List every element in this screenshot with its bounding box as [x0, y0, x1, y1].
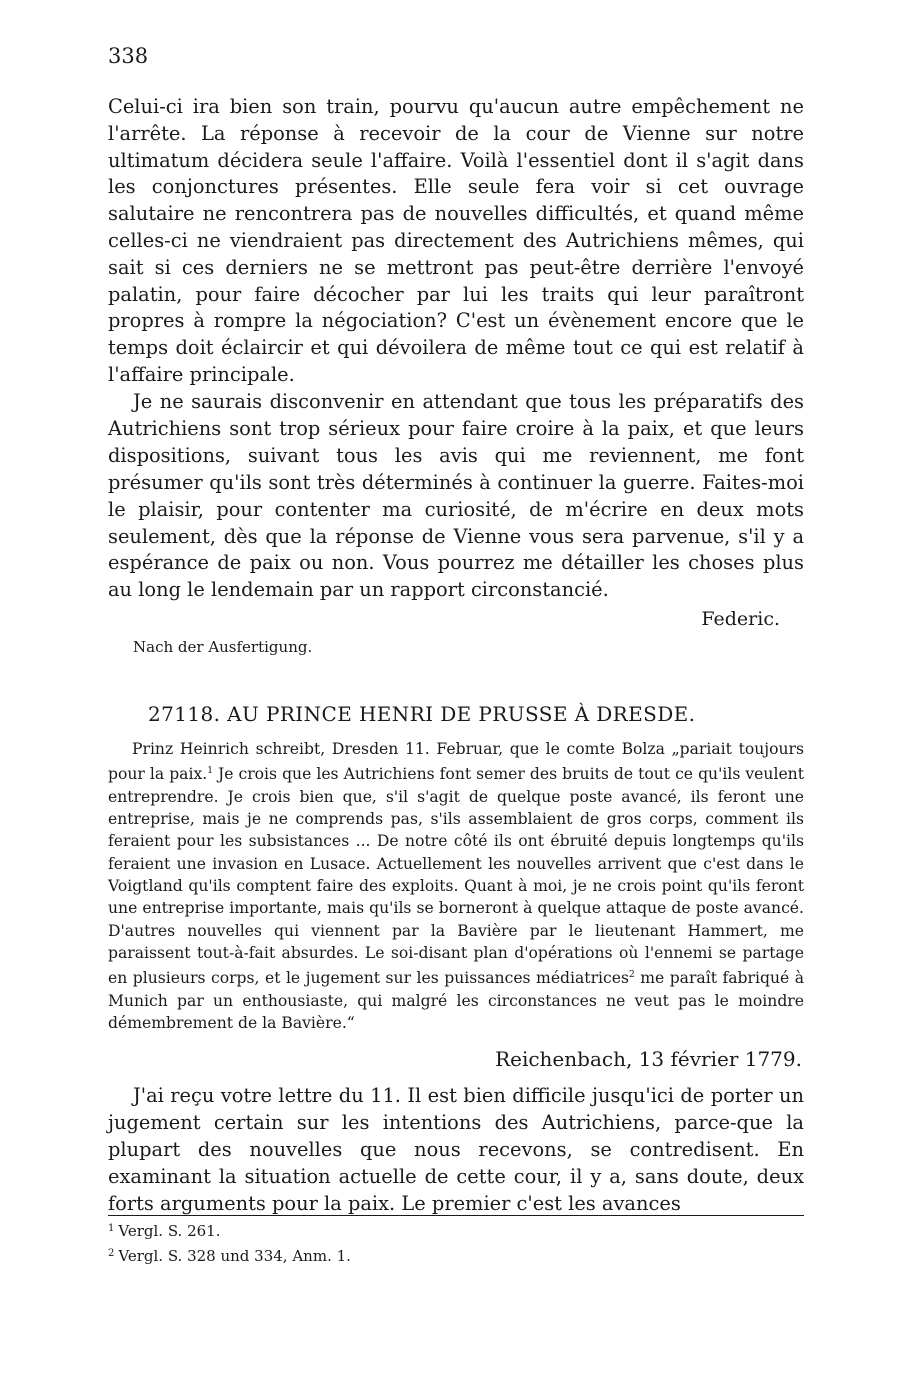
footnote-1 — [108, 1222, 221, 1240]
page-number: 338 — [108, 44, 149, 68]
footnote-text-1: Vergl. S. 261. — [118, 1222, 221, 1240]
dateline: Reichenbach, 13 février 1779. — [495, 1047, 802, 1071]
body-paragraph-2: Je ne saurais disconvenir en attendant que tous les préparatifs des Autrichiens sont trop sérieux pour faire croire à la paix, et que leurs dispositions, suivant tous les avis qui me reviennent, me font présumer qu'ils sont très déterminés à continuer la guerre. Faites-moi le plaisir, pour contenter ma curiosité, de m'écrire en deux mots seulement, dès que la réponse de Vienne vous sera parvenue, s'il y a espérance de paix ou non. Vous pourrez me détailler les choses plus au long le lendemain par un rapport circonstancié. — [108, 390, 804, 602]
body-paragraph-3: J'ai reçu votre lettre du 11. Il est bien difficile jusqu'ici de porter un jugement certain sur les intentions des Autrichiens, parce-que la plupart des nouvelles que nous recevons, se contredisent. En examinant la situation actuelle de cette cour, il y a, sans doute, deux forts arguments pour la paix. Le premier c'est les avances — [108, 1084, 804, 1215]
footnote-2 — [108, 1247, 351, 1265]
letter-summary — [108, 738, 804, 1034]
source-note: Nach der Ausfertigung. — [133, 638, 313, 656]
body-paragraph-1: Celui-ci ira bien son train, pourvu qu'aucun autre empêchement ne l'arrête. La réponse à recevoir de la cour de Vienne sur notre ultimatum décidera seule l'affaire. Voilà l'essentiel dont il s'agit dans les conjonctures présentes. Elle seule fera voir si cet ouvrage salutaire ne rencontrera pas de nouvelles difficultés, et quand même celles-ci ne viendraient pas directement des Autrichiens mêmes, qui sait si ces derniers ne se mettront pas peut-être derrière l'envoyé palatin, pour faire décocher par lui les traits qui leur paraîtront propres à rompre la négociation? C'est un évènement encore que le temps doit éclaircir et qui dévoilera de même tout ce qui est relatif à l'affaire principale. — [108, 95, 804, 386]
footnote-ref-2: 2 — [628, 970, 635, 981]
footnote-ref-1: 1 — [207, 766, 213, 777]
letter-heading: 27118. AU PRINCE HENRI DE PRUSSE À DRESDE. — [148, 702, 696, 726]
summary-text-a: Prinz Heinrich schreibt, Dresden 11. Februar, que le comte Bolza „pariait toujours pour la paix. — [108, 740, 804, 784]
footnote-mark-1: 1 — [108, 1223, 115, 1234]
footnote-rule — [108, 1215, 804, 1216]
summary-text-c: me paraît fabriqué à Munich par un enthousiaste, qui malgré les circonstances ne veut pas le moindre démembrement de la Bavière.“ — [108, 969, 804, 1032]
footnote-mark-2: 2 — [108, 1248, 115, 1259]
signature: Federic. — [701, 608, 780, 630]
footnote-text-2: Vergl. S. 328 und 334, Anm. 1. — [118, 1247, 351, 1265]
summary-text-b: Je crois que les Autrichiens font semer des bruits de tout ce qu'ils veulent entreprendre. Je crois bien que, s'il s'agit de quelque poste avancé, ils feront une entreprise, mais je ne comprends pas, s'ils assemblaient de gros corps, comment ils feraient pour les subsistances ... De notre côté ils ont ébruité depuis longtemps qu'ils feraient une invasion en Lusace. Actuellement les nouvelles arrivent que c'est dans le Voigtland qu'ils comptent faire des exploits. Quant à moi, je ne crois point qu'ils feront une entreprise importante, mais qu'ils se borneront à quelque attaque de poste avancé. D'autres nouvelles qui viennent par la Bavière par le lieutenant Hammert, me paraissent tout-à-fait absurdes. Le soi-disant plan d'opérations où l'ennemi se partage en plusieurs corps, et le jugement sur les puissances médiatrices — [108, 765, 804, 988]
